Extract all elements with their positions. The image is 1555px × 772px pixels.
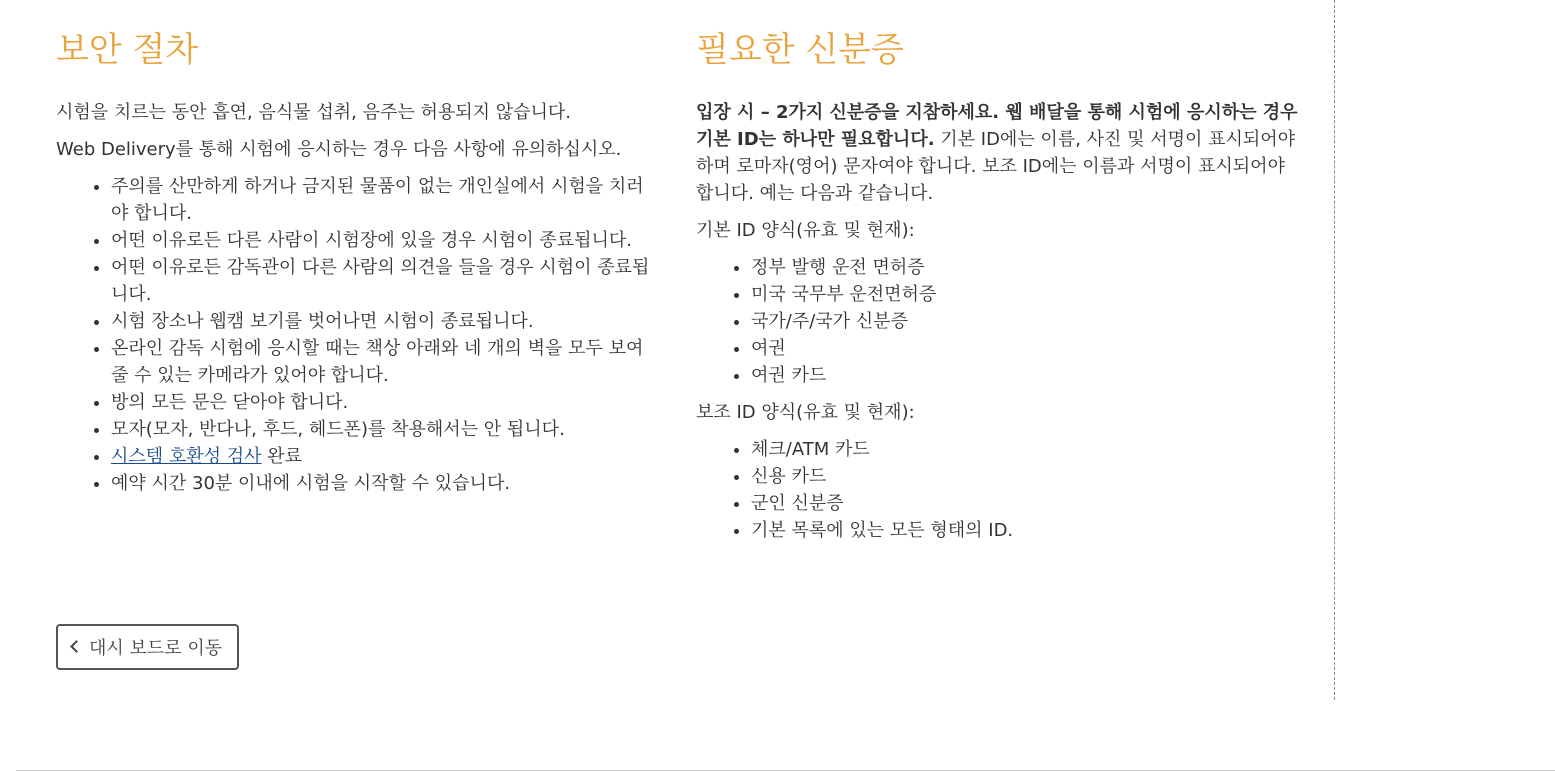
chevron-left-icon [70,640,83,653]
list-item: • 방의 모든 문은 닫아야 합니다. [111,389,656,416]
list-item: • 어떤 이유로든 감독관이 다른 사람의 의견을 들을 경우 시험이 종료됩니다. [111,254,656,308]
primary-id-label: 기본 ID 양식(유효 및 현재): [696,219,915,241]
list-item: • 정부 발행 운전 면허증 [751,254,1306,281]
security-rules-list [56,173,656,497]
security-procedures-section [56,30,656,507]
list-item: • 주의를 산만하게 하거나 금지된 물품이 없는 개인실에서 시험을 치러야 합니다. [111,173,656,227]
list-item: • 군인 신분증 [751,490,1306,517]
system-check-suffix: 완료 [261,445,303,467]
security-intro: 시험을 치르는 동안 흡연, 음식물 섭취, 음주는 허용되지 않습니다. [56,101,572,123]
primary-id-list [696,254,1306,389]
secondary-id-label: 보조 ID 양식(유효 및 현재): [696,401,915,423]
required-id-intro-rest: 기본 ID에는 이름, 사진 및 서명이 표시되어야 하며 로마자(영어) 문자여야 합니다. 보조 ID에는 이름과 서명이 표시되어야 합니다. 예는 다음과 같습니다. [696,128,1296,204]
list-item: • 신용 카드 [751,463,1306,490]
required-id-section [696,30,1306,554]
security-procedures-title: 보안 절차 [56,30,199,70]
list-item: • 어떤 이유로든 다른 사람이 시험장에 있을 경우 시험이 종료됩니다. [111,227,656,254]
list-item: • 체크/ATM 카드 [751,436,1306,463]
web-delivery-note: Web Delivery를 통해 시험에 응시하는 경우 다음 사항에 유의하십시오. [56,138,622,160]
secondary-id-list [696,436,1306,544]
list-item: • 온라인 감독 시험에 응시할 때는 책상 아래와 네 개의 벽을 모두 보여줄 수 있는 카메라가 있어야 합니다. [111,335,656,389]
required-id-title: 필요한 신분증 [696,30,904,70]
horizontal-divider [16,770,1555,771]
list-item: • 여권 [751,335,1306,362]
list-item-system-check [111,443,656,470]
list-item: • 국가/주/국가 신분증 [751,308,1306,335]
list-item: • 기본 목록에 있는 모든 형태의 ID. [751,517,1306,544]
system-compatibility-check-link[interactable]: 시스템 호환성 검사 [111,445,262,467]
list-item: • 시험 장소나 웹캠 보기를 벗어나면 시험이 종료됩니다. [111,308,656,335]
back-to-dashboard-button[interactable] [56,624,239,670]
back-to-dashboard-label: 대시 보드로 이동 [89,638,223,659]
list-item: • 모자(모자, 반다나, 후드, 헤드폰)를 착용해서는 안 됩니다. [111,416,656,443]
vertical-divider [1334,0,1335,700]
list-item: • 미국 국무부 운전면허증 [751,281,1306,308]
required-id-intro [696,99,1306,207]
list-item: • 여권 카드 [751,362,1306,389]
required-id-intro-bold: 입장 시 – 2가지 신분증을 지참하세요. 웹 배달을 통해 시험에 응시하는 경우 기본 ID는 하나만 필요합니다. [696,101,1298,150]
list-item: • 예약 시간 30분 이내에 시험을 시작할 수 있습니다. [111,470,656,497]
